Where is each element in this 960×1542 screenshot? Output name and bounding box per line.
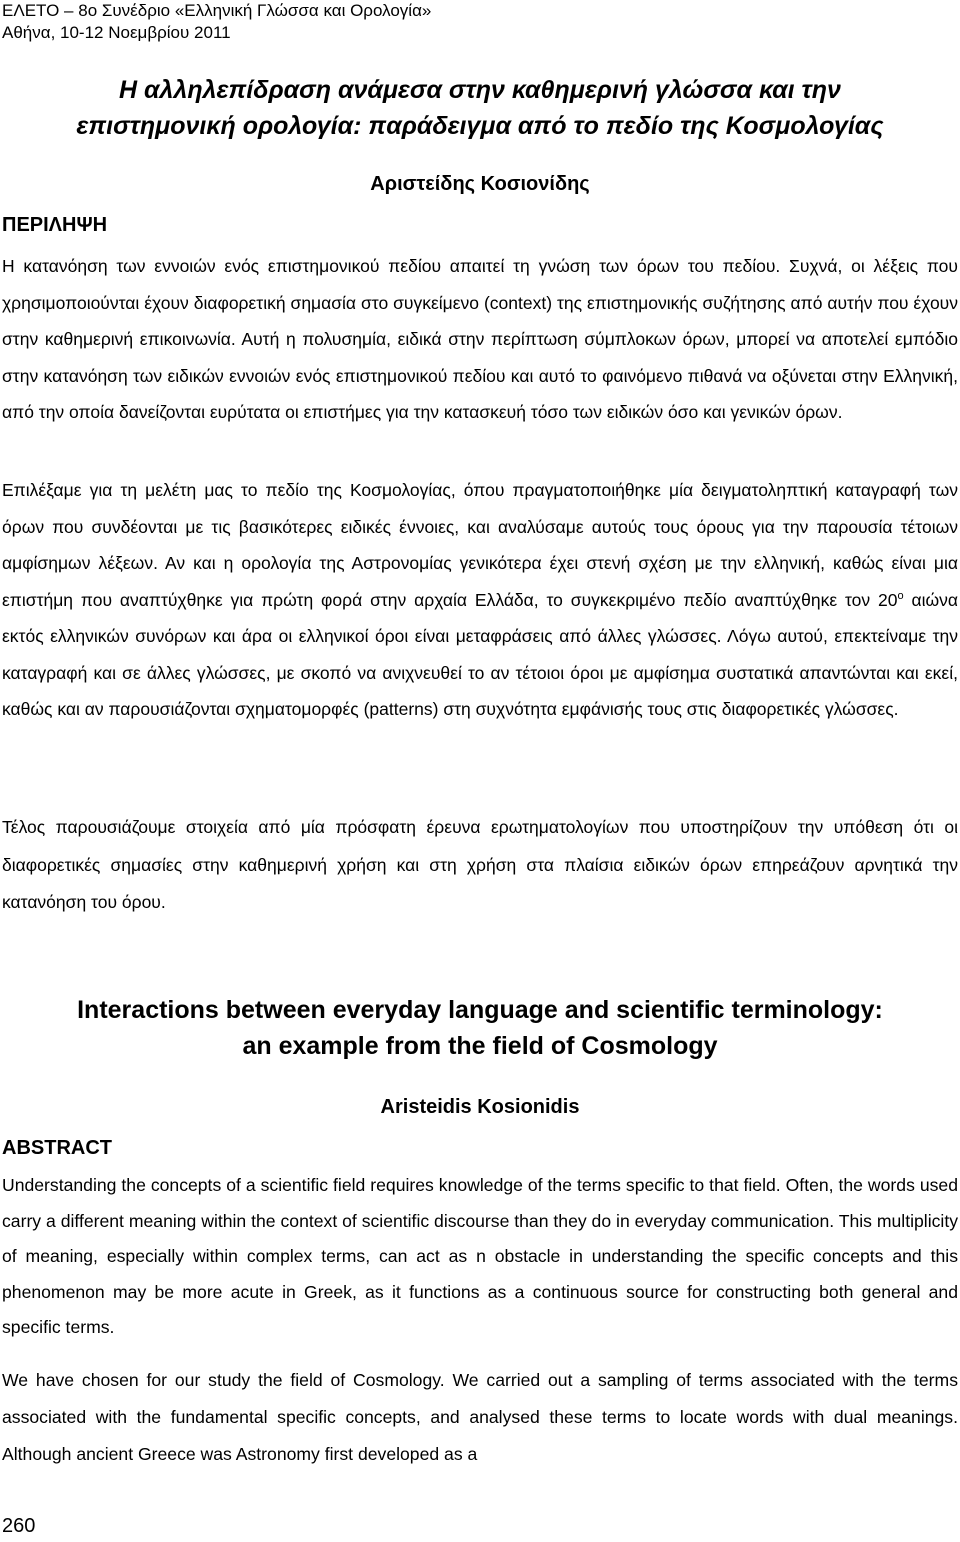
greek-abstract-paragraph-2 [2, 472, 958, 728]
greek-paragraph-2-text-b: αιώνα εκτός ελληνικών συνόρων και άρα οι ελληνικοί όροι είναι μεταφράσεις από άλλες γλώσσες. Λόγω αυτού, επεκτείναμε την καταγραφή και σε άλλες γλώσσες, με σκοπό να ανιχνευθεί το αν τέτοιοι όροι με αμφίσημα συστατικά απαντώνται και εκεί, καθώς και αν παρουσιάζονται σχηματομορφές (patterns) στη συχνότητα εμφάνισής τους στις διαφορετικές γλώσσες. [2, 589, 958, 719]
greek-paragraph-2-text-a: Επιλέξαμε για τη μελέτη μας το πεδίο της Κοσμολογίας, όπου πραγματοποιήθηκε μία δειγματοληπτική καταγραφή των όρων που συνδέονται με τις βασικότερες ειδικές έννοιες, και αναλύσαμε αυτούς τους όρους για την παρουσία τέτοιων αμφίσημων λέξεων. Αν και η ορολογία της Αστρονομίας γενικότερα έχει στενή σχέση με την ελληνική, καθώς είναι μια επιστήμη που αναπτύχθηκε για πρώτη φορά στην αρχαία Ελλάδα, το συγκεκριμένο πεδίο αναπτύχθηκε τον 20 [2, 480, 958, 610]
greek-abstract-paragraph-3: Τέλος παρουσιάζουμε στοιχεία από μία πρόσφατη έρευνα ερωτηματολογίων που υποστηρίζουν την υπόθεση ότι οι διαφορετικές σημασίες στην καθημερινή χρήση και στη χρήση στα πλαίσια ειδικών όρων επηρεάζουν αρνητικά την κατανόηση του όρου. [2, 817, 958, 912]
english-title-line2: an example from the field of Cosmology [242, 1032, 718, 1060]
page-number: 260 [2, 1515, 36, 1537]
greek-abstract-paragraph-1: Η κατανόηση των εννοιών ενός επιστημονικού πεδίου απαιτεί τη γνώση των όρων του πεδίου. Συχνά, οι λέξεις που χρησιμοποιούνται έχουν διαφορετική σημασία στο συγκείμενο (context) της επιστημονικής συζήτησης από αυτήν που έχουν στην καθημερινή επικοινωνία. Αυτή η πολυσημία, ειδικά στην περίπτωση σύμπλοκων όρων, μπορεί να αποτελεί εμπόδιο στην κατανόηση των ειδικών εννοιών ενός επιστημονικού πεδίου και αυτό το φαινόμενο πιθανά να οξύνεται στην Ελληνική, από την οποία δανείζονται ευρύτατα οι επιστήμες για την κατασκευή τόσο των ειδικών όσο και γενικών όρων. [2, 256, 958, 422]
conference-header-line1: ΕΛΕΤΟ – 8ο Συνέδριο «Ελληνική Γλώσσα και Ορολογία» [2, 1, 432, 20]
greek-title [0, 72, 960, 144]
conference-header-line2: Αθήνα, 10-12 Νοεμβρίου 2011 [2, 23, 231, 42]
english-author: Aristeidis Kosionidis [380, 1096, 580, 1118]
english-abstract-paragraph-1: Understanding the concepts of a scientific field requires knowledge of the terms specific to that field. Often, the words used carry a different meaning within the context of scientific discourse than they do in everyday communication. This multiplicity of meaning, especially within complex terms, can act as n obstacle in understanding the specific concepts and this phenomenon may be more acute in Greek, as it functions as a continuous source for constructing both general and specific terms. [2, 1175, 958, 1337]
ordinal-superscript: ο [897, 589, 904, 602]
conference-header [2, 0, 431, 44]
english-abstract-heading: ABSTRACT [2, 1137, 112, 1159]
greek-abstract-heading: ΠΕΡΙΛΗΨΗ [2, 214, 108, 236]
english-title-line1: Interactions between everyday language and scientific terminology: [77, 996, 883, 1024]
english-title [0, 992, 960, 1064]
greek-title-line1: Η αλληλεπίδραση ανάμεσα στην καθημερινή γλώσσα και την [119, 76, 841, 104]
english-abstract-paragraph-2: We have chosen for our study the field of Cosmology. We carried out a sampling of terms associated with the terms associated with the fundamental specific concepts, and analysed these terms to locate words with dual meanings. Although ancient Greece was Astronomy first developed as a [2, 1370, 958, 1464]
greek-title-line2: επιστημονική ορολογία: παράδειγμα από το πεδίο της Κοσμολογίας [76, 112, 884, 140]
greek-author: Αριστείδης Κοσιονίδης [370, 173, 590, 195]
